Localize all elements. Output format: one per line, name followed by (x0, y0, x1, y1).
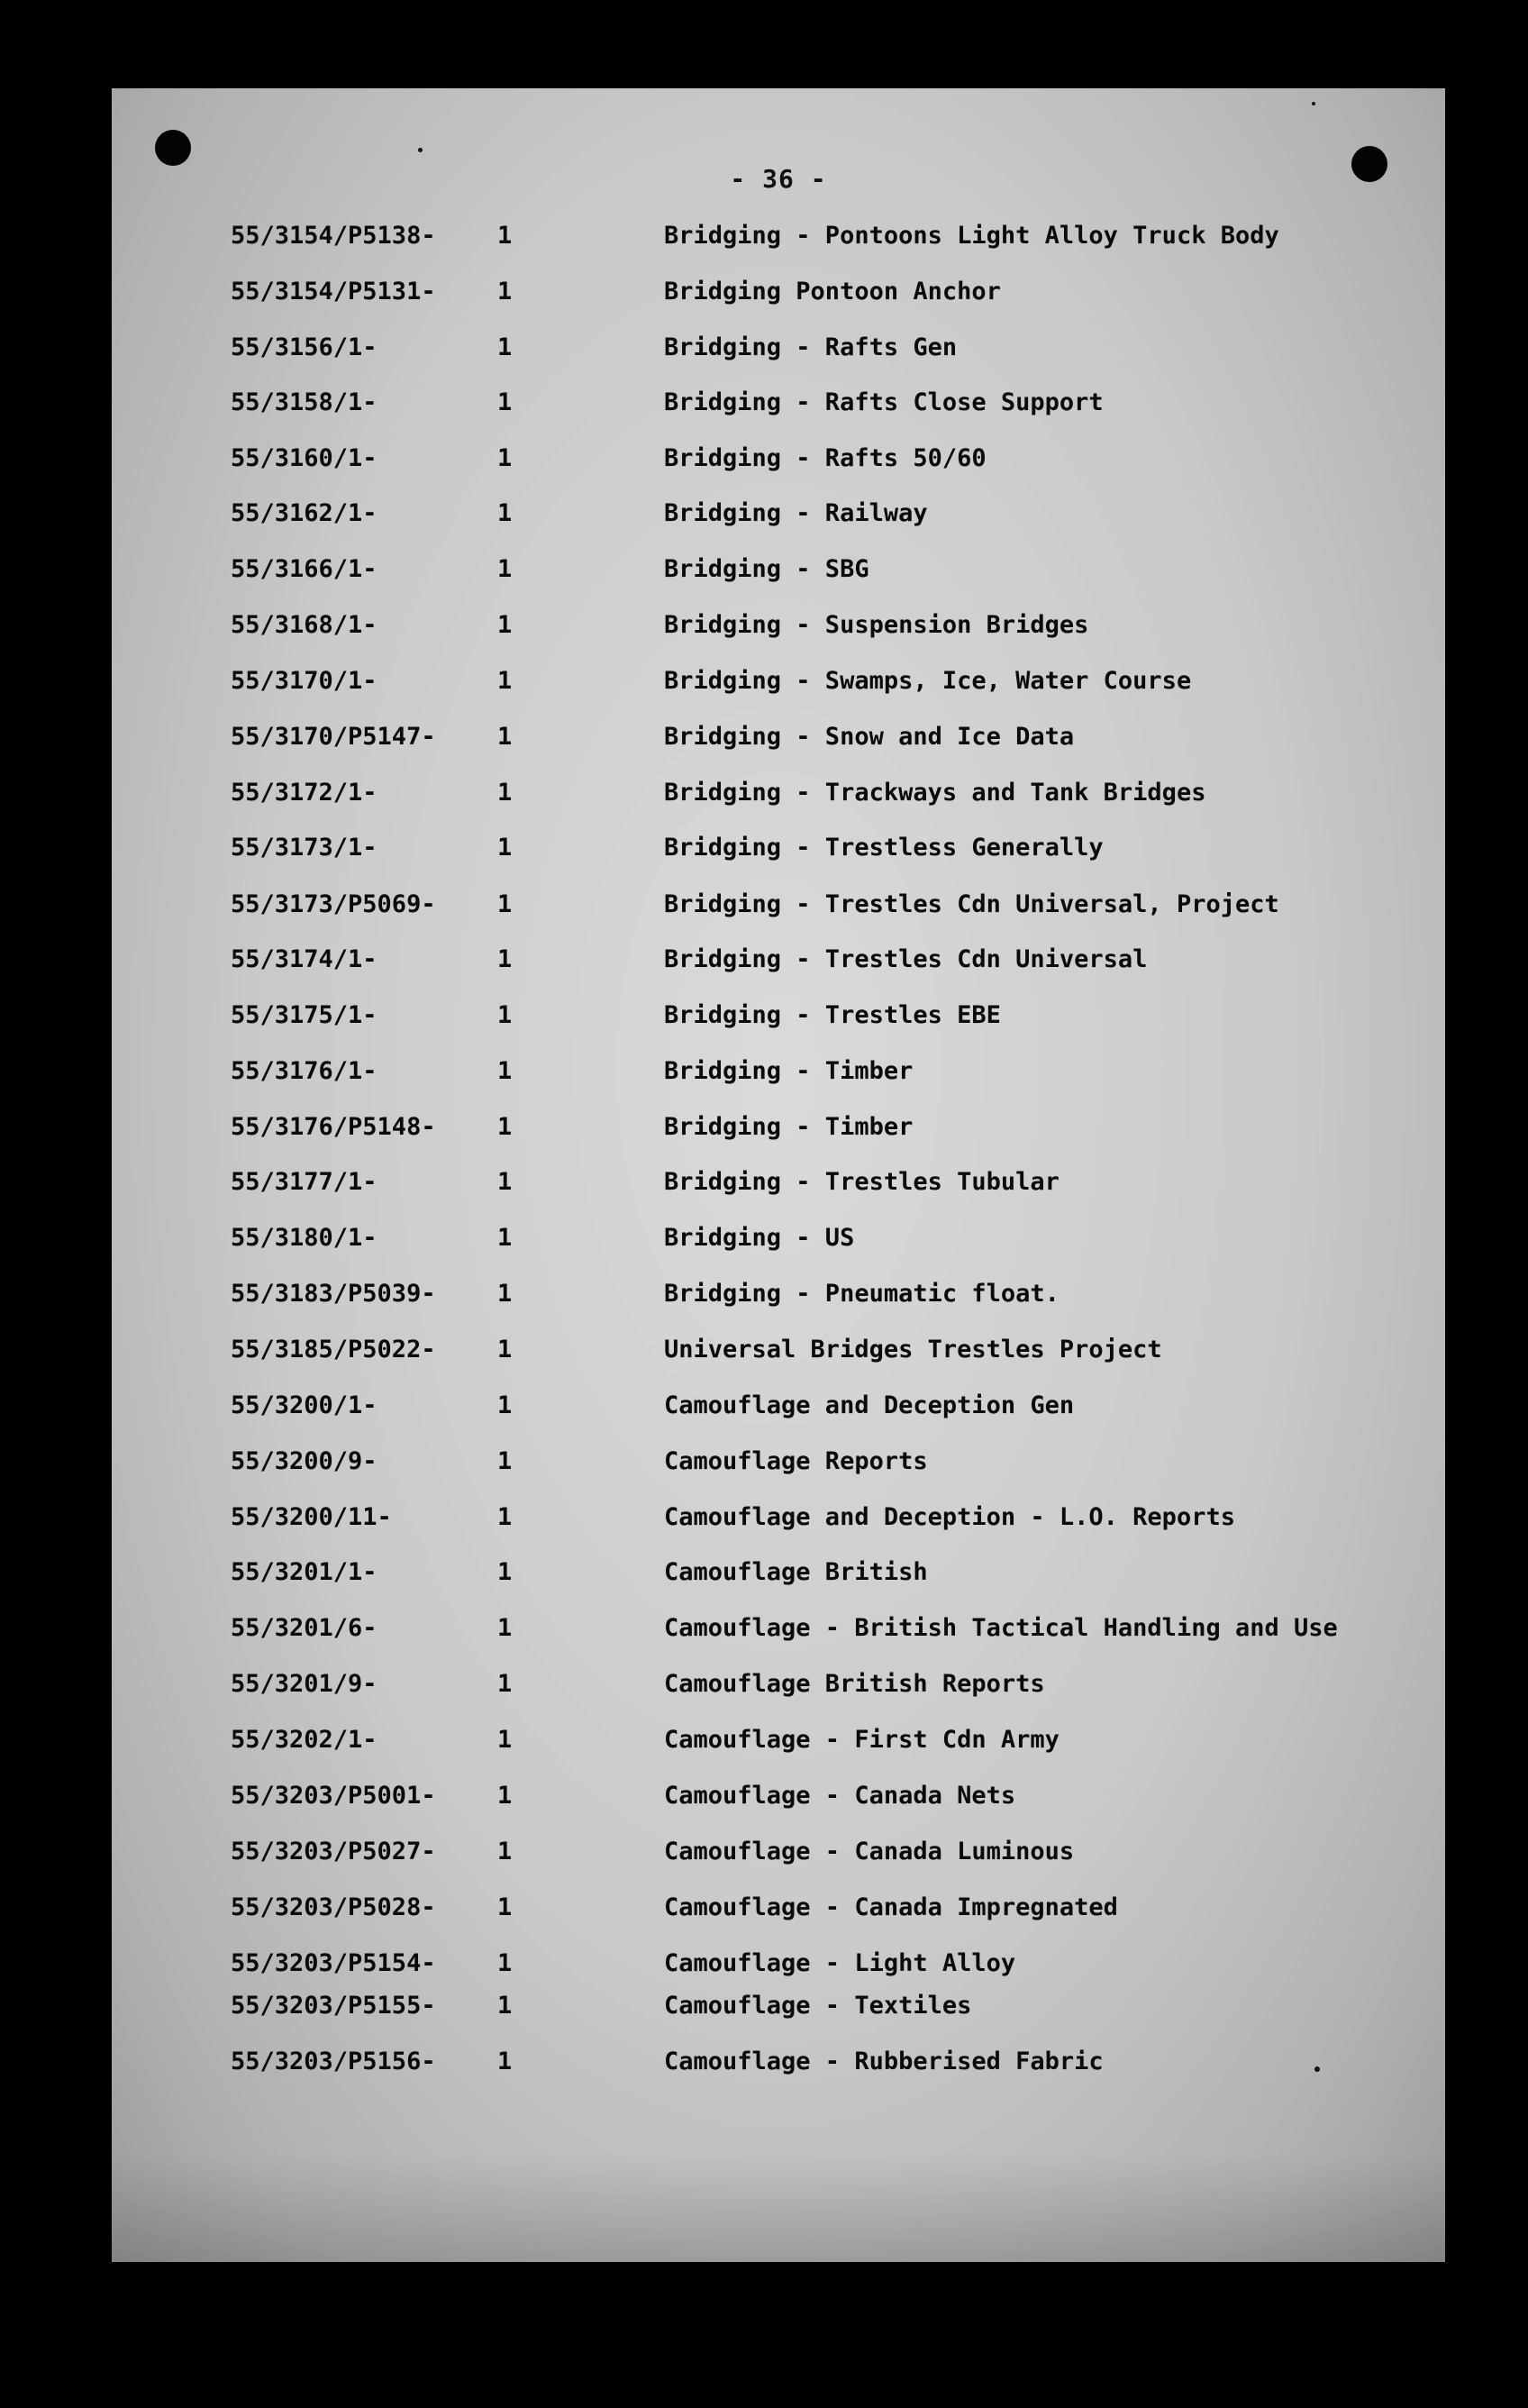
list-item (112, 1838, 1445, 1874)
quantity: 1 (497, 1949, 513, 1977)
quantity: 1 (497, 1113, 513, 1141)
file-description: Bridging Pontoon Anchor (664, 278, 1001, 306)
file-description: Bridging - US (664, 1224, 855, 1252)
file-description: Camouflage British (664, 1558, 928, 1586)
file-description: Bridging - Rafts 50/60 (664, 444, 987, 472)
scan-speck (1312, 102, 1315, 105)
file-reference: 55/3203/P5028- (231, 1893, 436, 1921)
quantity: 1 (497, 1391, 513, 1419)
file-reference: 55/3200/1- (231, 1391, 377, 1419)
quantity: 1 (497, 2048, 513, 2075)
file-reference: 55/3173/1- (231, 834, 377, 862)
file-description: Camouflage - British Tactical Handling and Use (664, 1614, 1338, 1642)
quantity: 1 (497, 278, 513, 306)
file-reference: 55/3170/1- (231, 667, 377, 695)
list-item (112, 779, 1445, 815)
list-item (112, 1992, 1445, 2028)
file-reference: 55/3180/1- (231, 1224, 377, 1252)
quantity: 1 (497, 388, 513, 416)
quantity: 1 (497, 611, 513, 639)
quantity: 1 (497, 1670, 513, 1698)
quantity: 1 (497, 834, 513, 862)
file-reference: 55/3201/1- (231, 1558, 377, 1586)
quantity: 1 (497, 723, 513, 751)
scan-speck (418, 148, 423, 152)
file-description: Bridging - Trestles Tubular (664, 1168, 1060, 1196)
file-reference: 55/3175/1- (231, 1001, 377, 1029)
list-item (112, 1280, 1445, 1316)
list-item (112, 499, 1445, 535)
quantity: 1 (497, 1280, 513, 1308)
file-reference: 55/3200/9- (231, 1447, 377, 1475)
list-item (112, 2048, 1445, 2084)
file-description: Bridging - Pontoons Light Alloy Truck Body (664, 222, 1279, 250)
list-item (112, 1893, 1445, 1929)
file-description: Camouflage - Canada Luminous (664, 1838, 1075, 1865)
file-reference: 55/3183/P5039- (231, 1280, 436, 1308)
file-reference: 55/3170/P5147- (231, 723, 436, 751)
file-reference: 55/3172/1- (231, 779, 377, 807)
file-reference: 55/3176/P5148- (231, 1113, 436, 1141)
quantity: 1 (497, 499, 513, 527)
file-reference: 55/3203/P5027- (231, 1838, 436, 1865)
scan-shadow (112, 2154, 1445, 2262)
list-item (112, 1447, 1445, 1483)
file-description: Bridging - Rafts Gen (664, 333, 958, 361)
file-description: Camouflage - Canada Impregnated (664, 1893, 1118, 1921)
file-description: Camouflage and Deception Gen (664, 1391, 1075, 1419)
quantity: 1 (497, 1838, 513, 1865)
file-description: Bridging - Railway (664, 499, 928, 527)
list-item (112, 1726, 1445, 1762)
list-item (112, 611, 1445, 647)
file-description: Bridging - Snow and Ice Data (664, 723, 1075, 751)
file-reference: 55/3173/P5069- (231, 890, 436, 918)
file-reference: 55/3162/1- (231, 499, 377, 527)
file-reference: 55/3166/1- (231, 555, 377, 583)
file-description: Bridging - Timber (664, 1113, 914, 1141)
file-description: Bridging - SBG (664, 555, 869, 583)
quantity: 1 (497, 890, 513, 918)
list-item (112, 945, 1445, 981)
quantity: 1 (497, 1782, 513, 1810)
list-item (112, 1558, 1445, 1594)
file-description: Camouflage - Rubberised Fabric (664, 2048, 1104, 2075)
file-reference: 55/3156/1- (231, 333, 377, 361)
quantity: 1 (497, 1614, 513, 1642)
quantity: 1 (497, 1726, 513, 1754)
scan-speck (1314, 2066, 1320, 2072)
page-number: - 36 - (730, 164, 827, 194)
file-description: Bridging - Pneumatic float. (664, 1280, 1060, 1308)
quantity: 1 (497, 1057, 513, 1085)
file-reference: 55/3203/P5156- (231, 2048, 436, 2075)
file-reference: 55/3203/P5154- (231, 1949, 436, 1977)
quantity: 1 (497, 222, 513, 250)
quantity: 1 (497, 1558, 513, 1586)
file-description: Bridging - Suspension Bridges (664, 611, 1089, 639)
list-item (112, 555, 1445, 591)
file-reference: 55/3177/1- (231, 1168, 377, 1196)
quantity: 1 (497, 1447, 513, 1475)
quantity: 1 (497, 779, 513, 807)
file-description: Camouflage - First Cdn Army (664, 1726, 1060, 1754)
list-item (112, 333, 1445, 369)
file-description: Bridging - Trestles Cdn Universal, Project (664, 890, 1279, 918)
quantity: 1 (497, 1503, 513, 1531)
quantity: 1 (497, 667, 513, 695)
quantity: 1 (497, 444, 513, 472)
list-item (112, 1001, 1445, 1037)
list-item (112, 1614, 1445, 1650)
quantity: 1 (497, 555, 513, 583)
list-item (112, 1113, 1445, 1149)
quantity: 1 (497, 1001, 513, 1029)
file-reference: 55/3201/6- (231, 1614, 377, 1642)
document-page (112, 88, 1445, 2262)
list-item (112, 723, 1445, 759)
file-reference: 55/3158/1- (231, 388, 377, 416)
file-reference: 55/3201/9- (231, 1670, 377, 1698)
punch-hole-left-icon (155, 130, 191, 166)
file-description: Camouflage - Canada Nets (664, 1782, 1016, 1810)
file-reference: 55/3202/1- (231, 1726, 377, 1754)
file-reference: 55/3160/1- (231, 444, 377, 472)
file-description: Bridging - Trestless Generally (664, 834, 1104, 862)
file-description: Camouflage Reports (664, 1447, 928, 1475)
file-reference: 55/3154/P5131- (231, 278, 436, 306)
list-item (112, 444, 1445, 480)
list-item (112, 1503, 1445, 1539)
file-reference: 55/3174/1- (231, 945, 377, 973)
file-description: Camouflage British Reports (664, 1670, 1045, 1698)
list-item (112, 278, 1445, 314)
file-description: Camouflage and Deception - L.O. Reports (664, 1503, 1235, 1531)
file-description: Bridging - Trackways and Tank Bridges (664, 779, 1206, 807)
list-item (112, 834, 1445, 870)
file-reference: 55/3203/P5155- (231, 1992, 436, 2020)
file-description: Universal Bridges Trestles Project (664, 1336, 1162, 1364)
list-item (112, 1949, 1445, 1985)
quantity: 1 (497, 945, 513, 973)
list-item (112, 1057, 1445, 1093)
list-item (112, 388, 1445, 424)
list-item (112, 222, 1445, 258)
list-item (112, 890, 1445, 926)
list-item (112, 667, 1445, 703)
file-reference: 55/3176/1- (231, 1057, 377, 1085)
quantity: 1 (497, 1336, 513, 1364)
file-description: Camouflage - Textiles (664, 1992, 972, 2020)
quantity: 1 (497, 1168, 513, 1196)
file-description: Bridging - Swamps, Ice, Water Course (664, 667, 1192, 695)
quantity: 1 (497, 1224, 513, 1252)
quantity: 1 (497, 333, 513, 361)
file-description: Bridging - Trestles Cdn Universal (664, 945, 1148, 973)
file-description: Bridging - Trestles EBE (664, 1001, 1001, 1029)
file-reference: 55/3200/11- (231, 1503, 392, 1531)
file-description: Bridging - Rafts Close Support (664, 388, 1104, 416)
list-item (112, 1168, 1445, 1204)
list-item (112, 1670, 1445, 1706)
list-item (112, 1782, 1445, 1818)
file-reference: 55/3168/1- (231, 611, 377, 639)
list-item (112, 1391, 1445, 1427)
file-description: Camouflage - Light Alloy (664, 1949, 1016, 1977)
list-item (112, 1224, 1445, 1260)
file-description: Bridging - Timber (664, 1057, 914, 1085)
quantity: 1 (497, 1893, 513, 1921)
list-item (112, 1336, 1445, 1372)
file-reference: 55/3185/P5022- (231, 1336, 436, 1364)
quantity: 1 (497, 1992, 513, 2020)
file-reference: 55/3203/P5001- (231, 1782, 436, 1810)
file-reference: 55/3154/P5138- (231, 222, 436, 250)
